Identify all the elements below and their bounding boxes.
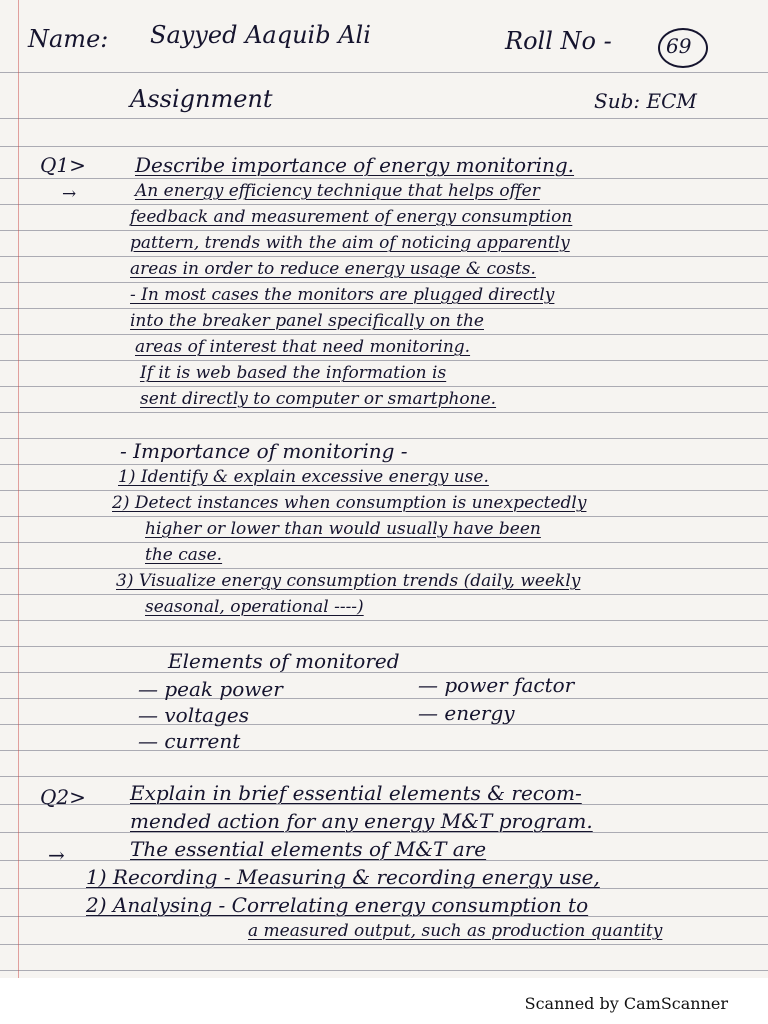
rule-line (0, 146, 768, 147)
elements-heading: Elements of monitored (168, 649, 400, 673)
q1-answer-line: feedback and measurement of energy consumption (130, 207, 573, 227)
element-item: — power factor (418, 673, 575, 697)
q1-answer-line: - In most cases the monitors are plugged directly (130, 285, 555, 305)
rule-line (0, 204, 768, 205)
q1-answer-line: sent directly to computer or smartphone. (140, 389, 497, 409)
roll-label: Roll No - (505, 27, 612, 55)
q2-answer-line: a measured output, such as production quantity (248, 921, 663, 941)
rule-line (0, 594, 768, 595)
q1-answer-line: pattern, trends with the aim of noticing apparently (130, 233, 570, 253)
name-label: Name: (28, 25, 109, 53)
element-item: — peak power (138, 677, 283, 701)
rule-line (0, 230, 768, 231)
rule-line (0, 412, 768, 413)
rule-line (0, 646, 768, 647)
rule-line (0, 542, 768, 543)
element-item: — current (138, 729, 241, 753)
q2-answer-line: 2) Analysing - Correlating energy consumption to (86, 893, 589, 917)
rule-line (0, 256, 768, 257)
q2-answer-line: 1) Recording - Measuring & recording energy use, (86, 865, 600, 889)
rule-line (0, 620, 768, 621)
rule-line (0, 698, 768, 699)
rule-line (0, 360, 768, 361)
q1-answer-line: areas in order to reduce energy usage & costs. (130, 259, 536, 279)
rule-line (0, 776, 768, 777)
q2-question-line: Explain in brief essential elements & recom- (130, 781, 582, 805)
rule-line (0, 724, 768, 725)
importance-heading: - Importance of monitoring - (120, 439, 408, 463)
rule-line (0, 970, 768, 971)
rule-line (0, 282, 768, 283)
q1-question: Describe importance of energy monitoring. (135, 153, 575, 177)
rule-line (0, 386, 768, 387)
q1-answer-line: areas of interest that need monitoring. (135, 337, 471, 357)
rule-line (0, 568, 768, 569)
q2-question-line: mended action for any energy M&T program. (130, 809, 593, 833)
arrow-icon: → (62, 184, 77, 204)
arrow-icon: → (48, 843, 65, 867)
importance-point: 1) Identify & explain excessive energy use. (118, 467, 489, 487)
rule-line (0, 516, 768, 517)
rule-line (0, 334, 768, 335)
rule-line (0, 178, 768, 179)
q1-answer-line: If it is web based the information is (140, 363, 447, 383)
subject-label: Sub: ECM (594, 89, 697, 113)
q1-answer-line: An energy efficiency technique that helps offer (135, 181, 540, 201)
q2-label: Q2> (40, 785, 86, 809)
q1-label: Q1> (40, 153, 86, 177)
page-title: Assignment (130, 85, 273, 113)
importance-point: higher or lower than would usually have been (145, 519, 541, 539)
importance-point: 3) Visualize energy consumption trends (daily, weekly (116, 571, 581, 591)
rule-line (0, 944, 768, 945)
importance-point: 2) Detect instances when consumption is unexpectedly (112, 493, 587, 513)
importance-point: seasonal, operational ----) (145, 597, 364, 617)
importance-point: the case. (145, 545, 223, 565)
element-item: — voltages (138, 703, 249, 727)
rule-line (0, 490, 768, 491)
scanner-watermark: Scanned by CamScanner (524, 994, 728, 1013)
rule-line (0, 118, 768, 119)
rule-line (0, 308, 768, 309)
roll-number: 69 (666, 34, 692, 58)
q2-answer-line: The essential elements of M&T are (130, 837, 487, 861)
rule-line (0, 72, 768, 73)
element-item: — energy (418, 701, 515, 725)
student-name: Sayyed Aaquib Ali (150, 21, 371, 49)
rule-line (0, 464, 768, 465)
margin-line (18, 0, 19, 978)
q1-answer-line: into the breaker panel specifically on the (130, 311, 484, 331)
rule-line (0, 750, 768, 751)
